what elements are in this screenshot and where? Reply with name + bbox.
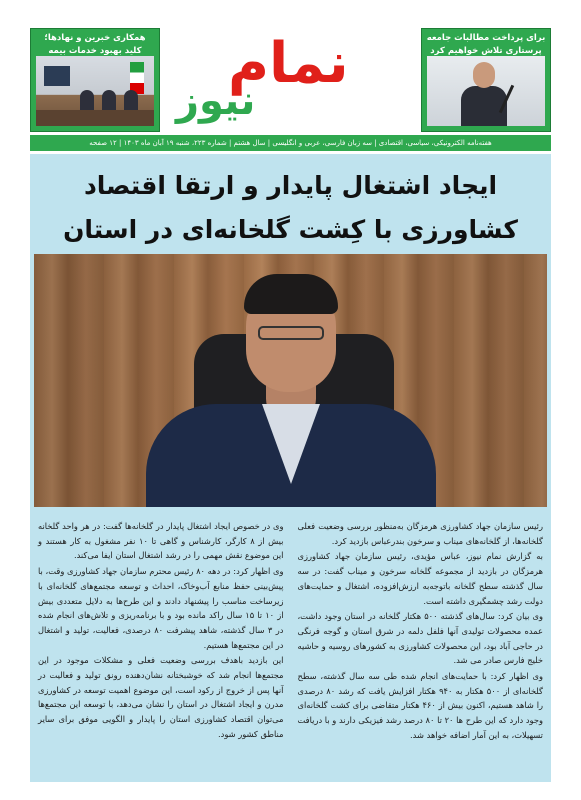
left-teaser-box[interactable]	[30, 28, 160, 132]
paragraph: وی در خصوص ایجاد اشتغال پایدار در گلخانه‌ها گفت: در هر واحد گلخانه بیش از ۸ کارگر، کارشناس و گاهی تا ۱۰ نفر مشغول به کار هستند و این موضوع نقش مهمی را در رشد اشتغال استان ایفا می‌کند.	[38, 521, 284, 561]
paragraph: وی بیان کرد: سال‌های گذشته ۵۰۰ هکتار گلخانه در استان وجود داشت، عمده محصولات تولیدی آنها فلفل دلمه در شرق استان و گوجه فرنگی در حاجی آباد بود، این محصولات کشاورزی به کشورهای روسیه و حاشیه خلیج فارس صادر می شد.	[297, 611, 543, 666]
person-shape	[102, 90, 116, 112]
article-main-photo	[34, 254, 547, 507]
speaker-head-shape	[473, 62, 495, 88]
person-shape	[124, 90, 138, 112]
article-column-left	[38, 519, 284, 777]
hair-shape	[244, 274, 338, 314]
speaker-photo	[427, 56, 545, 126]
logo	[168, 28, 413, 132]
glasses-icon	[258, 326, 324, 340]
paragraph: رئیس سازمان جهاد کشاورزی هرمزگان به‌منظور بررسی وضعیت فعلی گلخانه‌ها، از گلخانه‌های میناب و سرخون بندرعباس بازدید کرد.	[297, 521, 543, 546]
paragraph: وی اظهار کرد: با حمایت‌های انجام شده طی سه سال گذشته، سطح گلخانه‌ای از ۵۰۰ هکتار به ۹۴۰ هکتار افزایش یافت که رشد ۸۰ درصدی را شاهد هستیم، اکنون بیش از ۴۶۰ هکتار متقاضی برای کشت گلخانه‌ای وجود دارد که این طرح ها ۲۰ تا ۸۰ درصد رشد فیزیکی دارند و با دریافت تسهیلات، به این آمار اضافه خواهد شد.	[297, 671, 544, 740]
article-columns	[38, 519, 543, 777]
logo-main-text: نمام	[228, 31, 349, 96]
tagline-bar: هفته‌نامه الکترونیکی، سیاسی، اقتصادی | سه زبان فارسی، عربی و انگلیسی | سال هشتم | شماره ۲۲۳، شنبه ۱۹ آبان ماه ۱۴۰۳ | ۱۲ صفحه	[30, 135, 551, 151]
right-teaser-text: برای پرداخت مطالبات جامعه پرستاری تلاش خواهیم کرد	[426, 33, 546, 56]
speaker-body-shape	[461, 86, 507, 126]
table-shape	[36, 110, 154, 126]
left-teaser-text: همکاری خبرین و نهادها؛ کلید بهبود خدمات بیمه	[44, 33, 146, 56]
paragraph: وی اظهار کرد: در دهه ۸۰ رئیس محترم سازمان جهاد کشاورزی وقت، با پیش‌بینی حفظ منابع آب‌وخاک، احداث و توسعه مجتمع‌های گلخانه‌ای با زیرساخت مناسب را پیشنهاد دادند و این طرح‌ها به دلایل متعددی بیش از ۱۰ تا ۱۵ سال راکد مانده بود و با برنامه‌ریزی و تلاش‌های انجام شده در ۳ سال گذشته، شاهد پیشرفت ۸۰ درصدی، فعالیت، تولید و اشتغال در این مجتمع‌ها هستیم.	[38, 566, 284, 650]
screen-shape	[44, 66, 70, 86]
logo-sub-text: نیوز	[176, 78, 256, 124]
article-panel	[30, 154, 551, 782]
paragraph: به گزارش نمام نیوز، عباس مؤیدی، رئیس سازمان جهاد کشاورزی هرمزگان در بازدید از مجموعه گلخانه سرخون و میناب گفت: در سه سال گذشته سطح گلخانه باتوجه‌به ارزش‌افزوده، اشتغال و حمایت‌های دولت رشد چشمگیری داشته است.	[297, 551, 543, 606]
meeting-photo	[36, 56, 154, 126]
masthead	[30, 28, 551, 132]
person-shape	[80, 90, 94, 112]
right-teaser-box[interactable]	[421, 28, 551, 132]
paragraph: این بازدید باهدف بررسی وضعیت فعلی و مشکلات موجود در این مجتمع‌ها انجام شد که خوشبختانه نشان‌دهنده رونق تولید و فعالیت در آنها پس از خروج از رکود است، این موضوع اهمیت توسعه در کشاورزی مدرن و ایجاد اشتغال در استان را نشان می‌دهد، با توسعه این مجتمع‌ها می‌توان اقتصاد کشاورزی استان را پایدار و الگویی موفق برای سایر مناطق کشور شود.	[38, 655, 284, 739]
article-headline: ایجاد اشتغال پایدار و ارتقا اقتصاد کشاورزی با کِشت گلخانه‌ای در استان	[63, 171, 518, 244]
article-column-right	[298, 519, 544, 777]
